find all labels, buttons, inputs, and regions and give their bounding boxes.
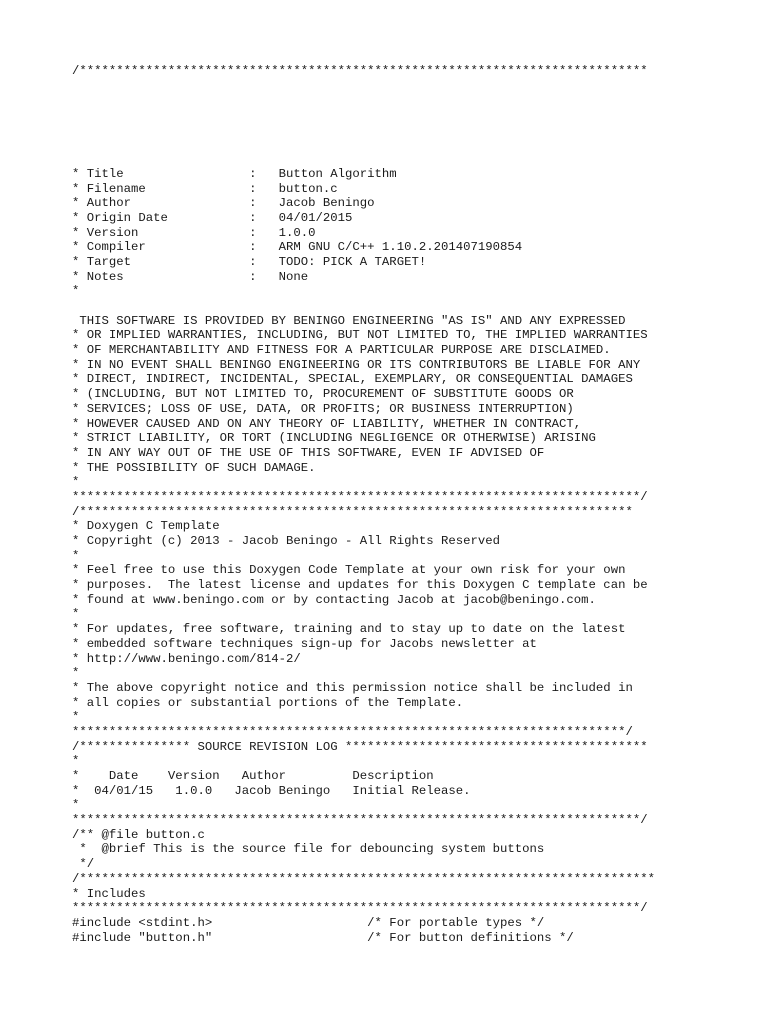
code-line	[72, 93, 752, 108]
code-line: * embedded software techniques sign-up for Jacobs newsletter at	[72, 636, 537, 651]
code-line: *****************************************************************************/	[72, 901, 648, 916]
code-line: /******************************************************************************	[72, 871, 655, 886]
code-line: * DIRECT, INDIRECT, INCIDENTAL, SPECIAL, EXEMPLARY, OR CONSEQUENTIAL DAMAGES	[72, 372, 633, 387]
code-line: /***************************************************************************	[72, 504, 633, 519]
code-line: * Filename : button.c	[72, 181, 338, 196]
code-line: *****************************************************************************/	[72, 813, 648, 828]
code-line: * Copyright (c) 2013 - Jacob Beningo - All Rights Reserved	[72, 534, 501, 548]
code-line: * Origin Date : 04/01/2015	[72, 210, 353, 225]
code-line: * IN NO EVENT SHALL BENINGO ENGINEERING OR ITS CONTRIBUTORS BE LIABLE FOR ANY	[72, 357, 641, 372]
code-line: *	[72, 284, 80, 299]
code-line: * HOWEVER CAUSED AND ON ANY THEORY OF LIABILITY, WHETHER IN CONTRACT,	[72, 416, 582, 431]
code-line: ***************************************************************************/	[72, 724, 633, 739]
code-line: * Author : Jacob Beningo	[72, 196, 375, 211]
code-line: *	[72, 710, 80, 725]
code-line	[72, 137, 752, 152]
code-line: * OR IMPLIED WARRANTIES, INCLUDING, BUT NOT LIMITED TO, THE IMPLIED WARRANTIES	[72, 328, 648, 343]
code-line: *	[72, 475, 80, 490]
code-line: *	[72, 548, 80, 563]
code-line: * found at www.beningo.com or by contacting Jacob at jacob@beningo.com.	[72, 592, 596, 607]
code-line: * The above copyright notice and this permission notice shall be included in	[72, 680, 633, 695]
code-line: * Notes : None	[72, 269, 309, 284]
code-line: * OF MERCHANTABILITY AND FITNESS FOR A PARTICULAR PURPOSE ARE DISCLAIMED.	[72, 343, 611, 358]
code-line: * all copies or substantial portions of the Template.	[72, 695, 464, 710]
code-line: *	[72, 798, 80, 813]
code-line: * Doxygen C Template	[72, 519, 220, 534]
code-line: *	[72, 666, 80, 681]
code-line: * @brief This is the source file for debouncing system buttons	[72, 842, 545, 857]
code-line: * http://www.beningo.com/814-2/	[72, 651, 301, 666]
code-line: * purposes. The latest license and updates for this Doxygen C template can be	[72, 578, 648, 593]
code-line	[72, 108, 752, 123]
source-code-document	[72, 64, 752, 945]
code-line: * Feel free to use this Doxygen Code Template at your own risk for your own	[72, 563, 626, 578]
code-line: #include <stdint.h> /* For portable types */	[72, 915, 545, 930]
code-line: * Title : Button Algorithm	[72, 166, 397, 181]
code-line: */	[72, 857, 95, 872]
code-line	[72, 123, 752, 138]
code-line: * SERVICES; LOSS OF USE, DATA, OR PROFITS; OR BUSINESS INTERRUPTION)	[72, 401, 574, 416]
code-line: /*************** SOURCE REVISION LOG *****************************************	[72, 739, 648, 754]
code-line: * STRICT LIABILITY, OR TORT (INCLUDING NEGLIGENCE OR OTHERWISE) ARISING	[72, 431, 596, 446]
code-line: *	[72, 754, 80, 769]
code-line	[72, 79, 752, 94]
code-line: /** @file button.c	[72, 827, 205, 842]
code-line: * Target : TODO: PICK A TARGET!	[72, 254, 427, 269]
code-line: *	[72, 607, 80, 622]
code-line: * Version : 1.0.0	[72, 225, 316, 240]
code-line: #include "button.h" /* For button definitions */	[72, 930, 574, 945]
code-line: THIS SOFTWARE IS PROVIDED BY BENINGO ENGINEERING "AS IS" AND ANY EXPRESSED	[72, 313, 626, 328]
code-line: *****************************************************************************/	[72, 489, 648, 504]
code-line: * (INCLUDING, BUT NOT LIMITED TO, PROCUREMENT OF SUBSTITUTE GOODS OR	[72, 387, 574, 402]
code-line: /*****************************************************************************	[72, 64, 648, 78]
code-line: * Includes	[72, 886, 146, 901]
code-line: * THE POSSIBILITY OF SUCH DAMAGE.	[72, 460, 316, 475]
code-line	[72, 152, 752, 167]
code-line: * For updates, free software, training and to stay up to date on the latest	[72, 622, 626, 637]
code-line: * IN ANY WAY OUT OF THE USE OF THIS SOFTWARE, EVEN IF ADVISED OF	[72, 445, 545, 460]
code-line	[72, 299, 752, 314]
code-line: * Date Version Author Description	[72, 769, 434, 783]
code-line: * Compiler : ARM GNU C/C++ 1.10.2.201407190854	[72, 240, 523, 255]
code-line: * 04/01/15 1.0.0 Jacob Beningo Initial Release.	[72, 783, 471, 798]
